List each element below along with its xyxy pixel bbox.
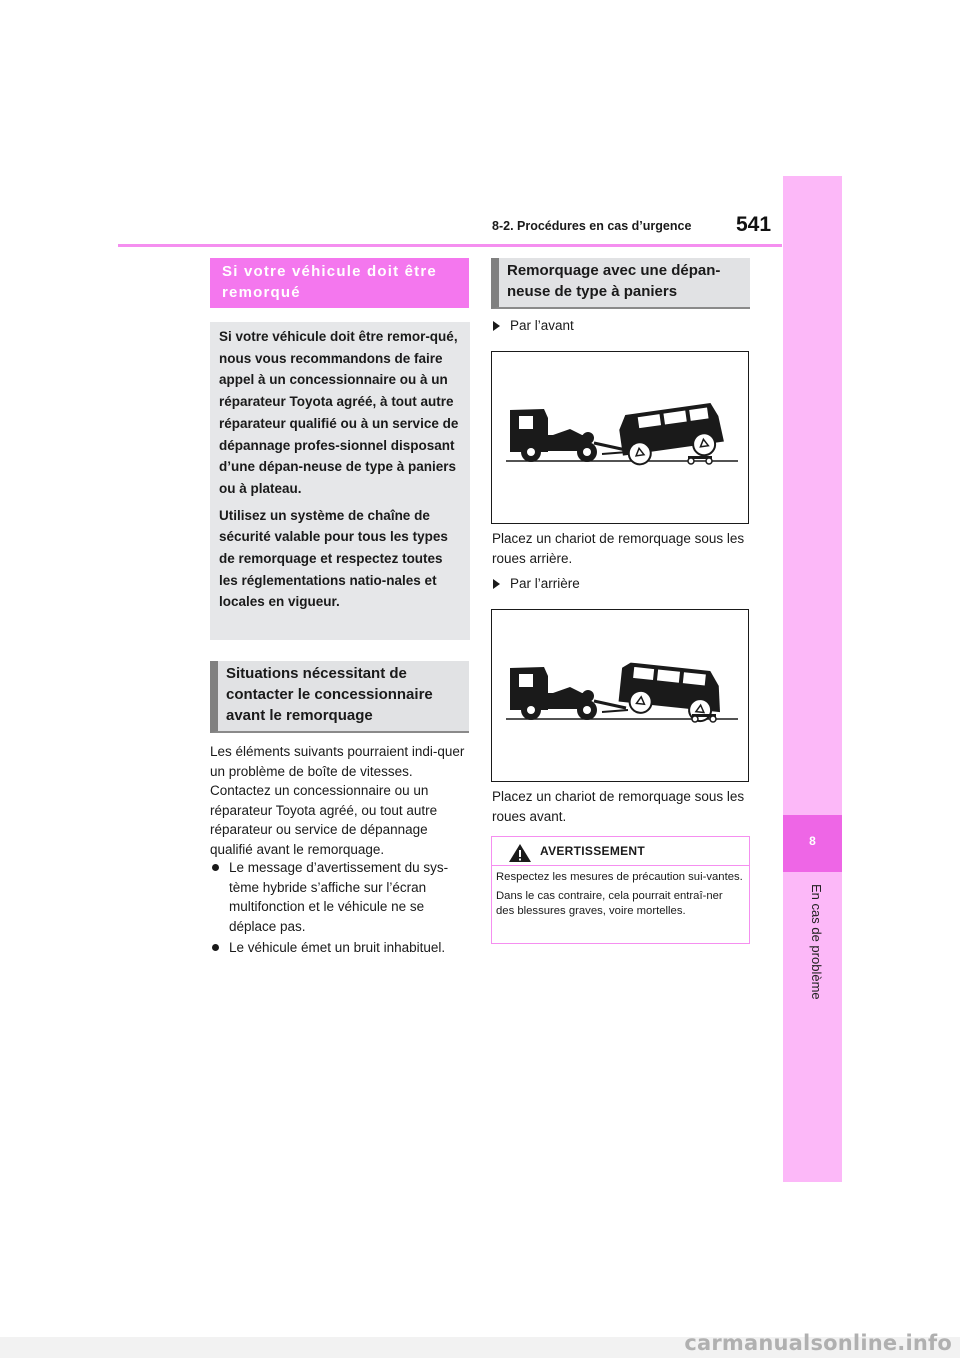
figure-caption: Placez un chariot de remorquage sous les roues arrière. (492, 531, 745, 566)
tow-rear-illustration (491, 609, 749, 782)
watermark-text: carmanualsonline.info (684, 1331, 952, 1355)
list-item-text: Par l’arrière (510, 576, 580, 591)
warning-title: AVERTISSEMENT (540, 844, 646, 858)
warning-triangle-icon (508, 843, 532, 863)
list-item (210, 858, 470, 936)
info-box (210, 322, 470, 640)
list-item-text: Le message d’avertissement du sys-tème hybride s’affiche sur l’écran multifonction et le véhicule ne se déplace pas. (229, 860, 449, 934)
section-title: 8-2. Procédures en cas d’urgence (492, 219, 692, 233)
body-paragraph: Les éléments suivants pourraient indi-quer un problème de boîte de vitesses. Contactez un concessionnaire ou un réparateur Toyota agréé, ou tout autre réparateur ou service de dépannage qualifié avant le remorquage. (210, 744, 465, 857)
list-item-text: Le véhicule émet un bruit inhabituel. (229, 940, 446, 955)
chapter-number: 8 (809, 834, 816, 848)
bullet-dot-icon (212, 864, 219, 871)
list-item (210, 938, 470, 958)
info-paragraph: Utilisez un système de chaîne de sécurité valable pour tous les types de remorquage et respectez toutes les réglementations natio-nales et locales en vigueur. (219, 507, 448, 610)
header-rule (118, 244, 782, 247)
figure-caption: Placez un chariot de remorquage sous les roues avant. (492, 789, 745, 824)
tow-front-illustration (491, 351, 749, 524)
page-number: 541 (736, 213, 772, 236)
triangle-bullet-icon (493, 579, 500, 589)
warning-line: Respectez les mesures de précaution sui-vantes. (496, 871, 743, 883)
warning-body (496, 870, 744, 923)
chapter-side-tab (783, 176, 842, 1182)
bullet-dot-icon (212, 944, 219, 951)
warning-line: Dans le cas contraire, cela pourrait entraî-ner des blessures graves, voire mortelles. (496, 889, 723, 917)
triangle-bullet-icon (493, 321, 500, 331)
sub-heading-dealer: Situations nécessitant de contacter le concessionnaire avant le remorquage (210, 661, 469, 733)
list-item (493, 316, 748, 336)
info-paragraph: Si votre véhicule doit être remor-qué, nous vous recommandons de faire appel à un concessionnaire ou à un réparateur Toyota agréé, à tout autre réparateur qualifié ou à un service de dépannage profes-sionnel disposant d’une dépan-neuse de type à paniers ou à plateau. (219, 329, 459, 496)
chapter-title: En cas de problème (809, 884, 824, 1000)
sub-heading-towing: Remorquage avec une dépan-neuse de type à paniers (491, 258, 750, 309)
warning-header (492, 837, 749, 866)
warning-box (491, 836, 750, 944)
list-item-text: Par l’avant (510, 318, 574, 333)
main-heading: Si votre véhicule doit être remorqué (210, 258, 469, 308)
list-item (493, 574, 748, 594)
